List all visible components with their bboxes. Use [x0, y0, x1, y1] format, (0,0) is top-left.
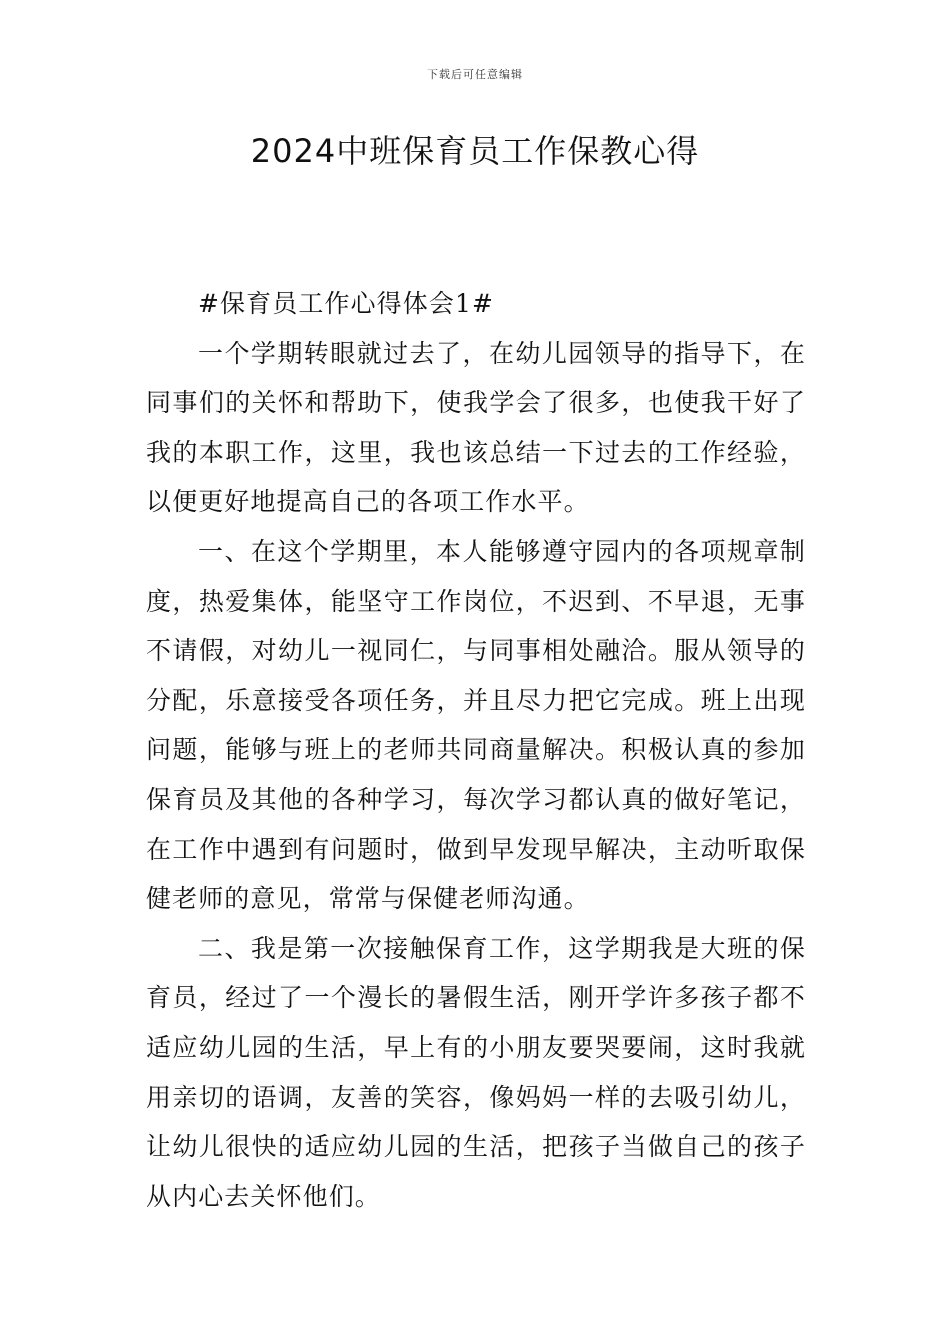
paragraph-intro: 一个学期转眼就过去了，在幼儿园领导的指导下，在同事们的关怀和帮助下，使我学会了很多，也使我干好了我的本职工作，这里，我也该总结一下过去的工作经验，以便更好地提高自己的各项工作水平。: [146, 338, 806, 517]
document-title: 2024中班保育员工作保教心得: [250, 132, 700, 170]
paragraph-point-one: 一、在这个学期里，本人能够遵守园内的各项规章制度，热爱集体，能坚守工作岗位，不迟到、不早退，无事不请假，对幼儿一视同仁，与同事相处融洽。服从领导的分配，乐意接受各项任务，并且尽力把它完成。班上出现问题，能够与班上的老师共同商量解决。积极认真的参加保育员及其他的各种学习，每次学习都认真的做好笔记，在工作中遇到有问题时，做到早发现早解决，主动听取保健老师的意见，常常与保健老师沟通。: [146, 536, 806, 914]
paragraph-point-two: 二、我是第一次接触保育工作，这学期我是大班的保育员，经过了一个漫长的暑假生活，刚开学许多孩子都不适应幼儿园的生活，早上有的小朋友要哭要闹，这时我就用亲切的语调，友善的笑容，像妈妈一样的去吸引幼儿，让幼儿很快的适应幼儿园的生活，把孩子当做自己的孩子从内心去关怀他们。: [146, 933, 806, 1211]
section-heading: #保育员工作心得体会1#: [198, 289, 495, 318]
document-body: [146, 279, 806, 1221]
header-note: 下载后可任意编辑: [427, 68, 523, 81]
